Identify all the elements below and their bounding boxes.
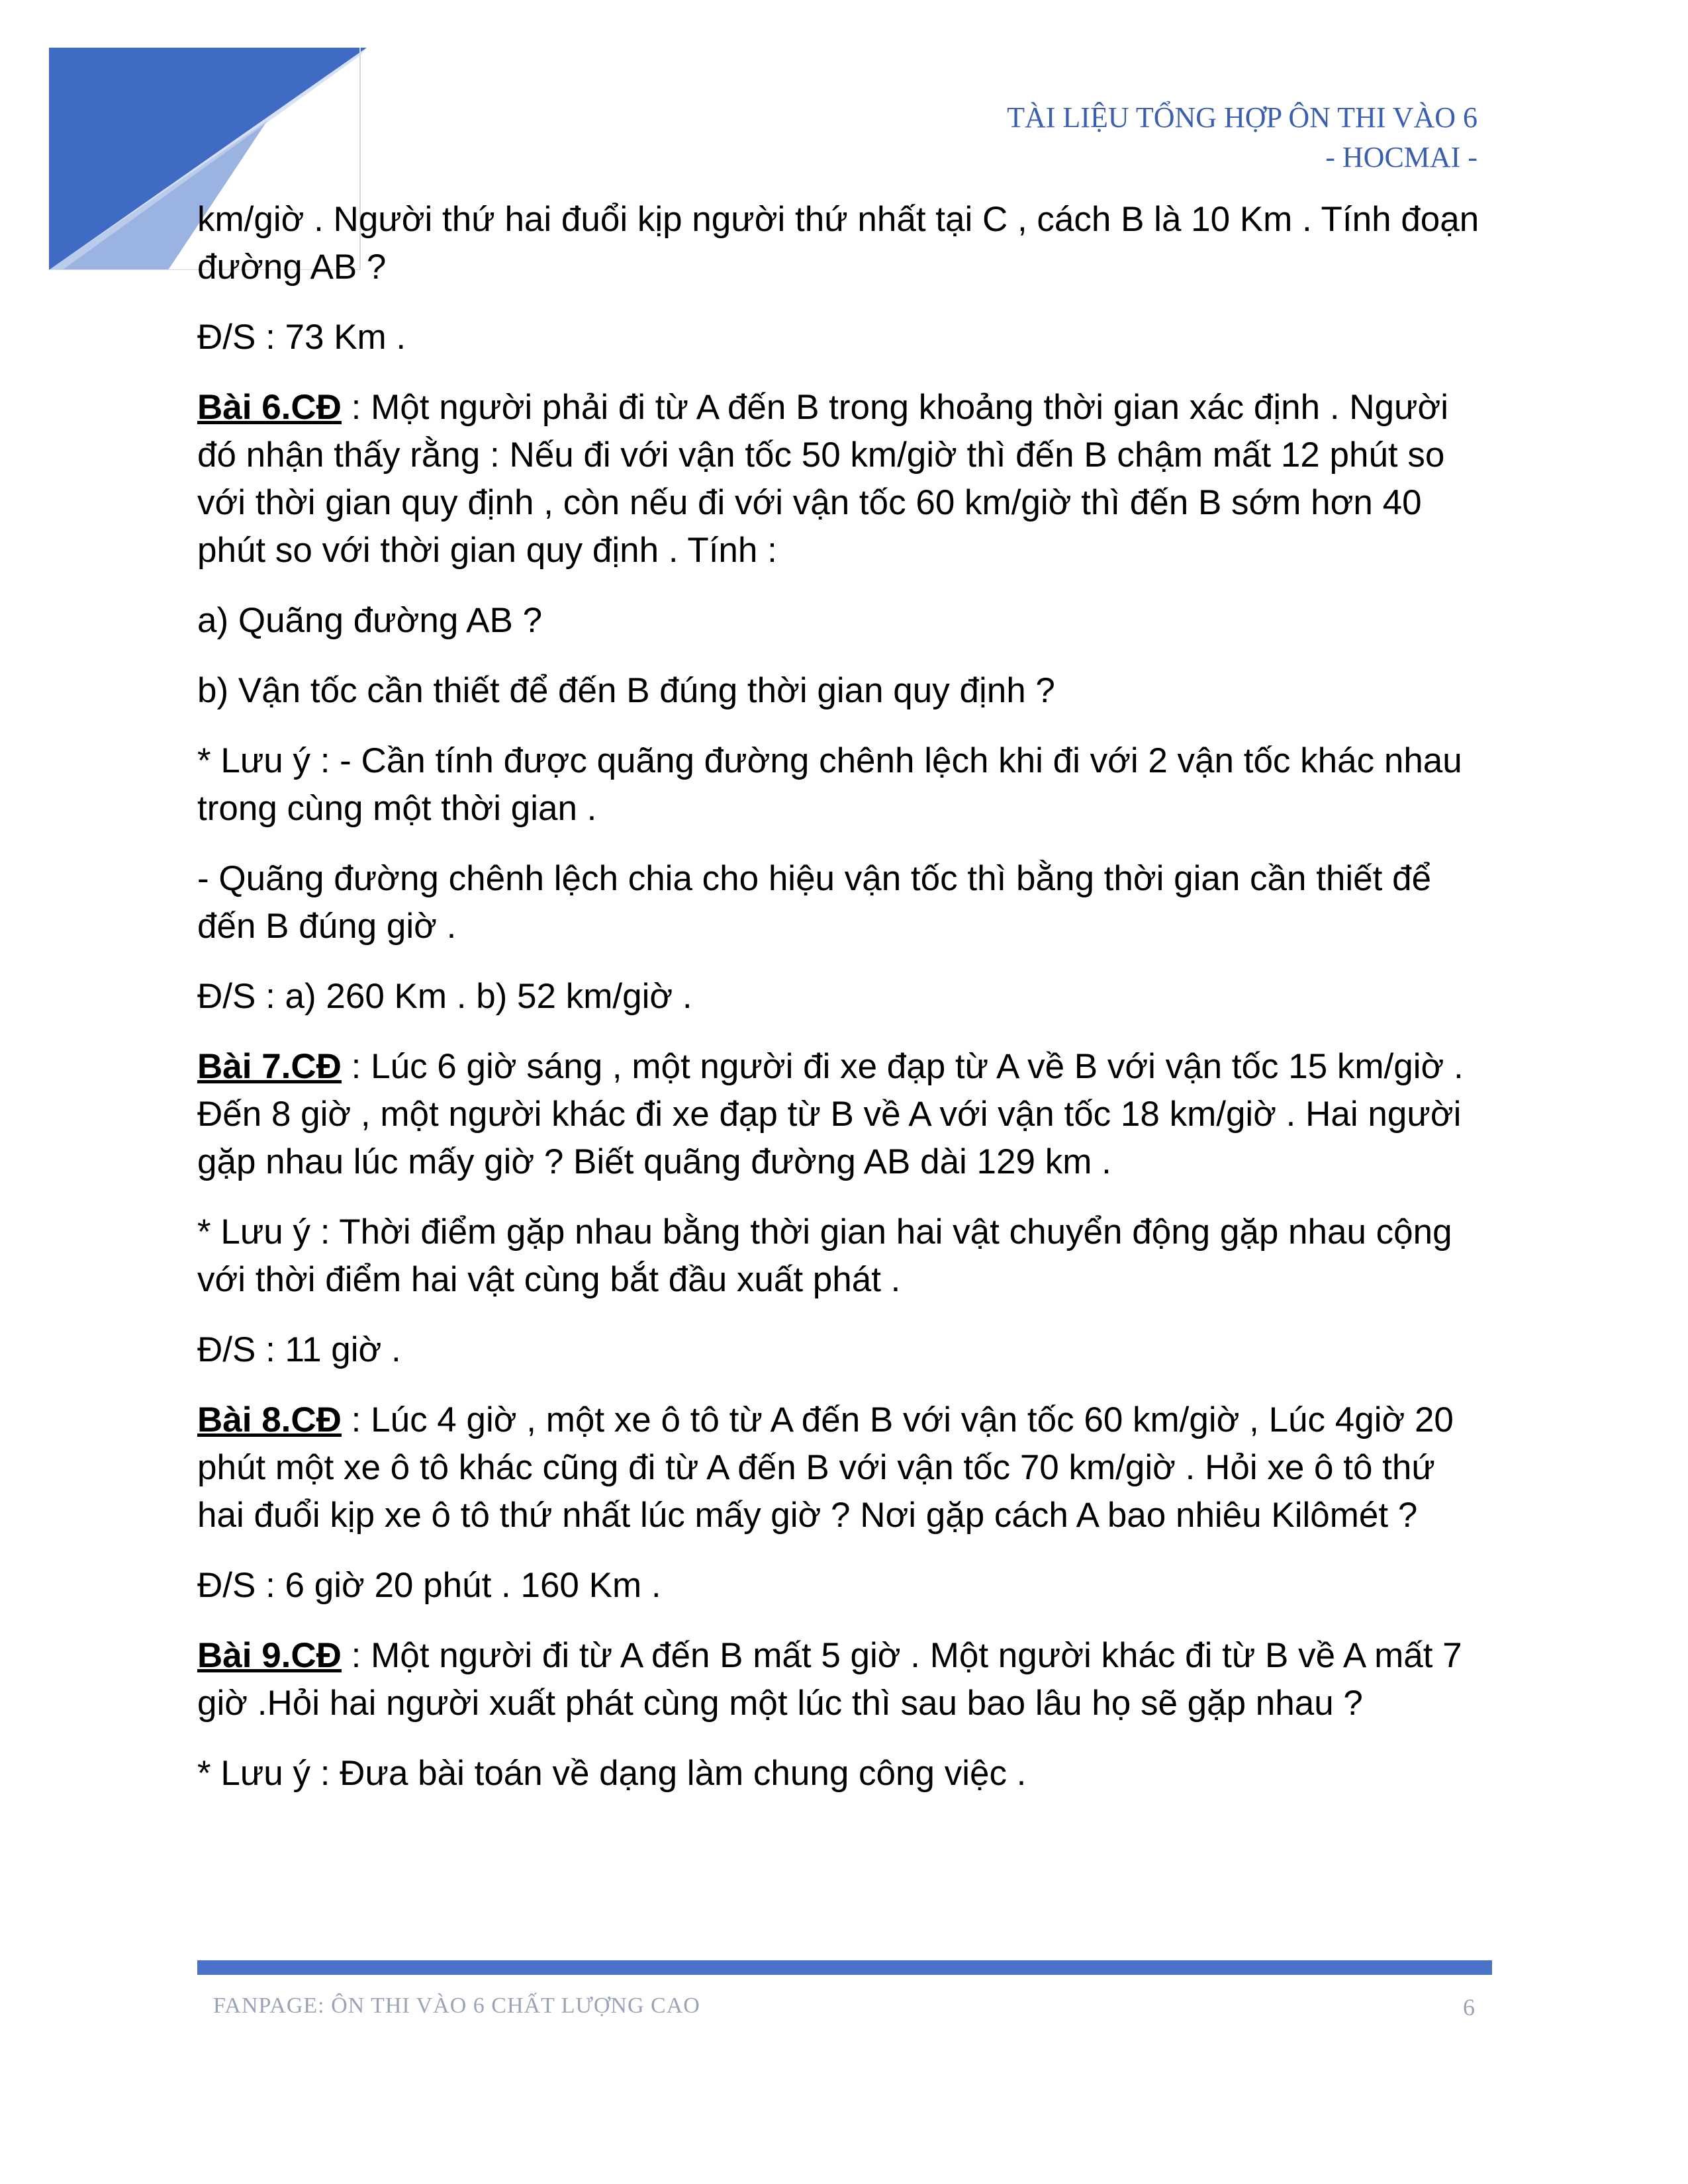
exercise-label: Bài 8.CĐ — [197, 1400, 342, 1439]
exercise-6 — [197, 384, 1488, 574]
exercise-text: : Lúc 4 giờ , một xe ô tô từ A đến B với vận tốc 60 km/giờ , Lúc 4giờ 20 phút một xe ô tô khác cũng đi từ A đến B với vận tốc 70 km/giờ . Hỏi xe ô tô thứ hai đuổi kịp xe ô tô thứ nhất lúc mấy giờ ? Nơi gặp cách A bao nhiêu Kilômét ? — [197, 1400, 1454, 1535]
question-a: a) Quãng đường AB ? — [197, 601, 543, 640]
answer: Đ/S : 6 giờ 20 phút . 160 Km . — [197, 1566, 661, 1605]
page-number: 6 — [1463, 1994, 1475, 2021]
exercise-text: : Một người phải đi từ A đến B trong khoảng thời gian xác định . Người đó nhận thấy rằng : Nếu đi với vận tốc 50 km/giờ thì đến B chậm mất 12 phút so với thời gian quy định , còn nếu đi với vận tốc 60 km/giờ thì đến B sớm hơn 40 phút so với thời gian quy định . Tính : — [197, 388, 1449, 570]
header-subtitle: - HOCMAI - — [1325, 141, 1477, 173]
answer: Đ/S : 73 Km . — [197, 318, 406, 357]
question-b: b) Vận tốc cần thiết để đến B đúng thời gian quy định ? — [197, 671, 1055, 710]
paragraph: km/giờ . Người thứ hai đuổi kịp người thứ nhất tại C , cách B là 10 Km . Tính đoạn đường AB ? — [197, 200, 1479, 287]
footer-fanpage: FANPAGE: ÔN THI VÀO 6 CHẤT LƯỢNG CAO — [213, 1993, 700, 2018]
page-header — [1007, 98, 1477, 177]
note: * Lưu ý : - Cần tính được quãng đường chênh lệch khi đi với 2 vận tốc khác nhau trong cùng một thời gian . — [197, 741, 1462, 828]
note: * Lưu ý : Đưa bài toán về dạng làm chung công việc . — [197, 1754, 1027, 1793]
header-title: TÀI LIỆU TỔNG HỢP ÔN THI VÀO 6 — [1007, 101, 1477, 134]
exercise-9 — [197, 1632, 1488, 1727]
note: * Lưu ý : Thời điểm gặp nhau bằng thời gian hai vật chuyển động gặp nhau cộng với thời điểm hai vật cùng bắt đầu xuất phát . — [197, 1212, 1452, 1299]
exercise-label: Bài 7.CĐ — [197, 1047, 342, 1086]
exercise-8 — [197, 1396, 1488, 1539]
exercise-label: Bài 9.CĐ — [197, 1636, 342, 1675]
footer-rule — [197, 1960, 1492, 1975]
exercise-text: : Lúc 6 giờ sáng , một người đi xe đạp từ A về B với vận tốc 15 km/giờ . Đến 8 giờ , một người khác đi xe đạp từ B về A với vận tốc 18 km/giờ . Hai người gặp nhau lúc mấy giờ ? Biết quãng đường AB dài 129 km . — [197, 1047, 1464, 1181]
answer: Đ/S : a) 260 Km . b) 52 km/giờ . — [197, 977, 692, 1016]
note: - Quãng đường chênh lệch chia cho hiệu vận tốc thì bằng thời gian cần thiết để đến B đúng giờ . — [197, 859, 1432, 946]
document-body — [197, 196, 1488, 1820]
exercise-7 — [197, 1043, 1488, 1186]
answer: Đ/S : 11 giờ . — [197, 1330, 401, 1369]
exercise-text: : Một người đi từ A đến B mất 5 giờ . Một người khác đi từ B về A mất 7 giờ .Hỏi hai người xuất phát cùng một lúc thì sau bao lâu họ sẽ gặp nhau ? — [197, 1636, 1462, 1723]
exercise-label: Bài 6.CĐ — [197, 388, 342, 427]
